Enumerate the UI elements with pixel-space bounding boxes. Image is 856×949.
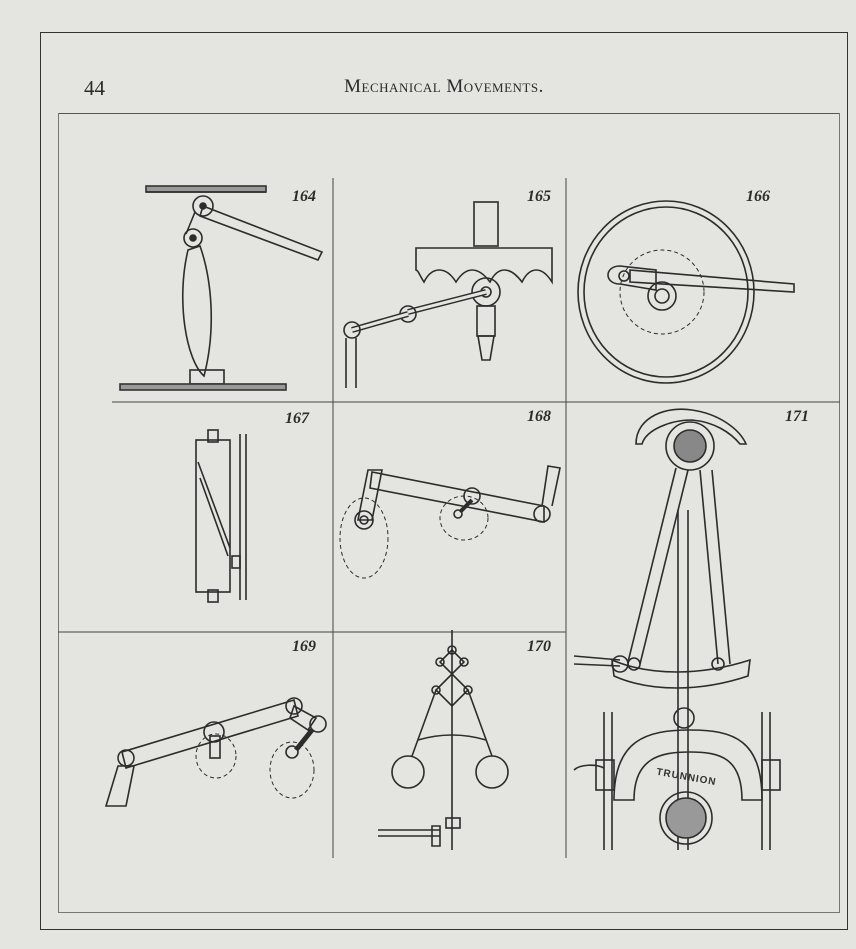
figure-168-drawing [340, 466, 560, 578]
page-number: 44 [84, 76, 105, 100]
figure-171-drawing [574, 409, 780, 850]
figure-168-number: 168 [527, 408, 551, 425]
figure-171-number: 171 [785, 408, 809, 425]
trunnion-label: TRUNNION [655, 766, 718, 789]
page-title: Mechanical Movements. [344, 76, 544, 97]
figure-164-number: 164 [292, 188, 316, 205]
figure-166-number: 166 [746, 188, 770, 205]
figure-165-number: 165 [527, 188, 551, 205]
figure-167-number: 167 [285, 410, 309, 427]
plate-grid-lines [58, 178, 840, 858]
figure-164-drawing [120, 186, 322, 390]
figure-167-drawing [196, 430, 246, 602]
figure-170-number: 170 [527, 638, 551, 655]
figure-169-number: 169 [292, 638, 316, 655]
figure-166-drawing [578, 201, 794, 383]
figure-169-drawing [106, 698, 326, 806]
figure-165-drawing [344, 202, 552, 388]
figure-170-drawing [378, 630, 508, 850]
